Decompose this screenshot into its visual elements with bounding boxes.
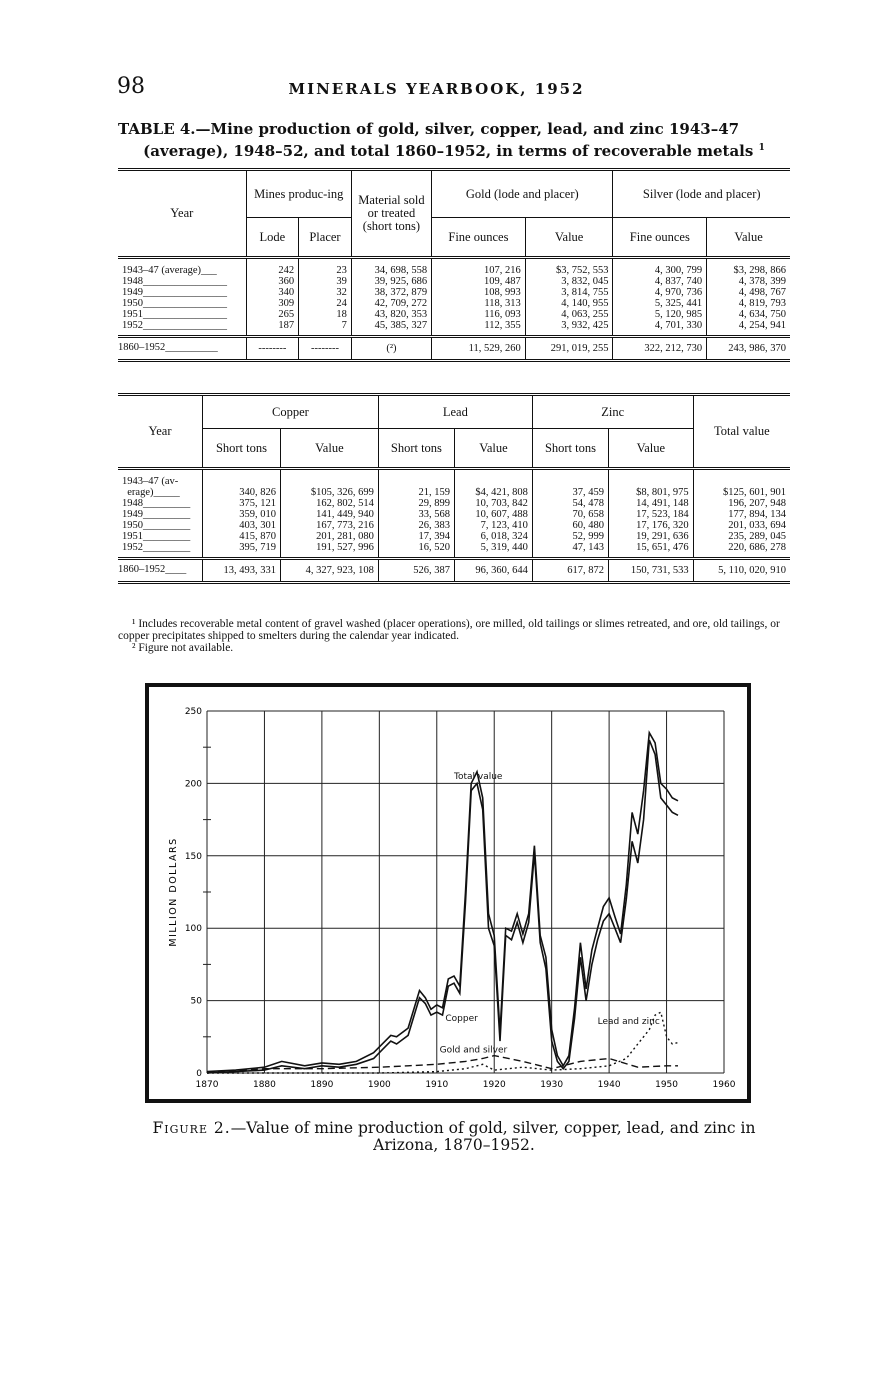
- col-header-lead: Lead: [378, 395, 532, 429]
- cell-silver-value: 4, 378, 399: [707, 276, 790, 287]
- cell-material: (²): [351, 337, 431, 361]
- cell-placer: 7: [299, 320, 352, 337]
- annotation-gold-and-silver: Gold and silver: [439, 1045, 508, 1056]
- cell-lead-tons: 16, 520: [378, 542, 454, 559]
- table-row: [118, 520, 790, 531]
- cell-year: 1950________________: [122, 298, 227, 309]
- annotation-lead-and-zinc: Lead and zinc: [597, 1016, 660, 1027]
- x-tick-label: 1960: [712, 1080, 736, 1090]
- footnote-1: ¹ Includes recoverable metal content of gravel washed (placer operations), ore milled, old tailings or slimes retreated, and ore, old tailings, or copper precipitates shipped to smelters during the calendar year indicated.: [118, 618, 780, 642]
- cell-placer: 18: [299, 309, 352, 320]
- col-header-year: Year: [148, 424, 172, 438]
- cell-year: 1860–1952__________: [118, 342, 218, 353]
- cell-gold-oz: 116, 093: [432, 309, 526, 320]
- figure-caption-text: —Value of mine production of gold, silver, copper, lead, and zinc in Arizona, 1870–1952.: [230, 1119, 756, 1154]
- y-axis-label: MILLION DOLLARS: [168, 837, 179, 947]
- cell-gold-oz: 112, 355: [432, 320, 526, 337]
- table-caption: [118, 120, 790, 161]
- col-header-gold: Gold (lode and placer): [432, 170, 613, 218]
- col-header-zinc-value: Value: [609, 429, 694, 469]
- cell-lode: 360: [246, 276, 299, 287]
- col-header-gold-value: Value: [525, 218, 613, 258]
- cell-gold-oz: 108, 993: [432, 287, 526, 298]
- x-tick-label: 1920: [482, 1080, 506, 1090]
- running-head: MINERALS YEARBOOK, 1952: [288, 80, 585, 98]
- col-header-zinc: Zinc: [532, 395, 693, 429]
- cell-copper-tons: 403, 301: [203, 520, 281, 531]
- cell-silver-oz: 5, 325, 441: [613, 298, 707, 309]
- cell-year: 1951________________: [122, 309, 227, 320]
- figure-caption-label: Figure 2.: [152, 1119, 231, 1137]
- cell-copper-tons: 359, 010: [203, 509, 281, 520]
- table-gold-silver: [118, 168, 790, 362]
- annotation-copper: Copper: [445, 1013, 478, 1024]
- table-caption-line1: TABLE 4.—Mine production of gold, silver, copper, lead, and zinc 1943–47: [118, 120, 740, 138]
- cell-total-value: 5, 110, 020, 910: [693, 559, 790, 583]
- x-tick-label: 1900: [367, 1080, 391, 1090]
- col-header-material: Material sold or treated (short tons): [351, 170, 431, 258]
- cell-copper-value: 201, 281, 080: [280, 531, 378, 542]
- cell-placer: 23: [299, 258, 352, 277]
- cell-year: 1949________________: [122, 287, 227, 298]
- cell-zinc-value: 17, 176, 320: [609, 520, 694, 531]
- cell-gold-value: 3, 814, 755: [525, 287, 613, 298]
- cell-zinc-tons: 54, 478: [532, 498, 608, 509]
- col-header-lode: Lode: [246, 218, 299, 258]
- cell-lode: 309: [246, 298, 299, 309]
- cell-lead-value: $4, 421, 808: [454, 487, 532, 498]
- cell-gold-value: 4, 140, 955: [525, 298, 613, 309]
- cell-material: 34, 698, 558: [351, 258, 431, 277]
- table-row: [118, 498, 790, 509]
- figure-caption: [118, 1120, 790, 1154]
- cell-silver-oz: 4, 837, 740: [613, 276, 707, 287]
- cell-gold-oz: 107, 216: [432, 258, 526, 277]
- cell-silver-oz: 4, 300, 799: [613, 258, 707, 277]
- cell-gold-value: 3, 832, 045: [525, 276, 613, 287]
- cell-lead-value: 7, 123, 410: [454, 520, 532, 531]
- cell-year: 1952________________: [122, 320, 227, 331]
- table-row: [118, 531, 790, 542]
- table-row: [118, 542, 790, 559]
- cell-silver-value: 4, 634, 750: [707, 309, 790, 320]
- cell-copper-tons: 13, 493, 331: [203, 559, 281, 583]
- cell-placer: --------: [299, 337, 352, 361]
- cell-lode: 340: [246, 287, 299, 298]
- cell-year: 1948_________: [122, 498, 191, 509]
- table-row: [118, 298, 790, 309]
- cell-lode: --------: [246, 337, 299, 361]
- cell-lead-tons: [378, 469, 454, 488]
- table-copper-lead-zinc: [118, 393, 790, 584]
- cell-year: 1950_________: [122, 520, 191, 531]
- col-header-copper-tons: Short tons: [203, 429, 281, 469]
- cell-copper-value: $105, 326, 699: [280, 487, 378, 498]
- x-tick-label: 1940: [597, 1080, 621, 1090]
- cell-year: erage)_____: [122, 487, 180, 498]
- table-row: [118, 258, 790, 277]
- page-number: 98: [117, 74, 145, 99]
- cell-lead-tons: 33, 568: [378, 509, 454, 520]
- cell-material: 39, 925, 686: [351, 276, 431, 287]
- cell-lead-tons: 17, 394: [378, 531, 454, 542]
- cell-zinc-tons: [532, 469, 608, 488]
- cell-year: 1943–47 (av-: [122, 476, 179, 487]
- footnotes: [118, 618, 790, 654]
- col-header-year: Year: [170, 206, 194, 220]
- cell-material: 42, 709, 272: [351, 298, 431, 309]
- col-header-lead-tons: Short tons: [378, 429, 454, 469]
- cell-lead-value: 10, 703, 842: [454, 498, 532, 509]
- cell-zinc-tons: 52, 999: [532, 531, 608, 542]
- cell-total-value: 235, 289, 045: [693, 531, 790, 542]
- col-header-silver-oz: Fine ounces: [613, 218, 707, 258]
- cell-zinc-value: 14, 491, 148: [609, 498, 694, 509]
- cell-silver-oz: 322, 212, 730: [613, 337, 707, 361]
- x-tick-label: 1870: [195, 1080, 219, 1090]
- cell-year: 1951_________: [122, 531, 191, 542]
- cell-copper-tons: 375, 121: [203, 498, 281, 509]
- cell-zinc-value: 17, 523, 184: [609, 509, 694, 520]
- cell-total-value: 196, 207, 948: [693, 498, 790, 509]
- chart: [149, 687, 747, 1099]
- cell-copper-value: 141, 449, 940: [280, 509, 378, 520]
- cell-gold-oz: 109, 487: [432, 276, 526, 287]
- cell-lead-tons: 21, 159: [378, 487, 454, 498]
- cell-copper-tons: 415, 870: [203, 531, 281, 542]
- cell-copper-value: [280, 469, 378, 488]
- cell-zinc-tons: 617, 872: [532, 559, 608, 583]
- cell-gold-oz: 11, 529, 260: [432, 337, 526, 361]
- table-row: [118, 469, 790, 488]
- cell-placer: 24: [299, 298, 352, 309]
- cell-lead-value: 6, 018, 324: [454, 531, 532, 542]
- cell-placer: 39: [299, 276, 352, 287]
- cell-copper-value: 4, 327, 923, 108: [280, 559, 378, 583]
- cell-lead-value: [454, 469, 532, 488]
- col-header-mines: Mines produc-ing: [246, 170, 351, 218]
- table-row: [118, 287, 790, 298]
- cell-lode: 242: [246, 258, 299, 277]
- col-header-gold-oz: Fine ounces: [432, 218, 526, 258]
- cell-zinc-tons: 37, 459: [532, 487, 608, 498]
- cell-zinc-tons: 70, 658: [532, 509, 608, 520]
- x-tick-label: 1910: [425, 1080, 449, 1090]
- table-row-total: [118, 337, 790, 361]
- col-header-silver: Silver (lode and placer): [613, 170, 790, 218]
- cell-lead-value: 96, 360, 644: [454, 559, 532, 583]
- cell-total-value: [693, 469, 790, 488]
- cell-gold-oz: 118, 313: [432, 298, 526, 309]
- x-tick-label: 1950: [655, 1080, 679, 1090]
- cell-silver-oz: 4, 701, 330: [613, 320, 707, 337]
- cell-total-value: 177, 894, 134: [693, 509, 790, 520]
- table-row-total: [118, 559, 790, 583]
- cell-silver-oz: 4, 970, 736: [613, 287, 707, 298]
- table-caption-line2: (average), 1948–52, and total 1860–1952, in terms of recoverable metals: [143, 142, 754, 160]
- cell-copper-value: 167, 773, 216: [280, 520, 378, 531]
- cell-copper-value: 162, 802, 514: [280, 498, 378, 509]
- cell-lode: 265: [246, 309, 299, 320]
- cell-silver-value: 243, 986, 370: [707, 337, 790, 361]
- col-header-zinc-tons: Short tons: [532, 429, 608, 469]
- cell-copper-tons: 395, 719: [203, 542, 281, 559]
- cell-silver-value: $3, 298, 866: [707, 258, 790, 277]
- annotation-total-value: Total value: [454, 772, 503, 783]
- cell-year: 1949_________: [122, 509, 191, 520]
- cell-year: 1952_________: [122, 542, 191, 553]
- footnote-2: ² Figure not available.: [132, 642, 234, 654]
- col-header-lead-value: Value: [454, 429, 532, 469]
- cell-silver-value: 4, 819, 793: [707, 298, 790, 309]
- cell-zinc-value: 19, 291, 636: [609, 531, 694, 542]
- cell-year: 1948________________: [122, 276, 227, 287]
- table-row: [118, 487, 790, 498]
- cell-year: 1860–1952____: [118, 564, 187, 575]
- y-tick-label: 50: [190, 996, 202, 1007]
- cell-gold-value: 4, 063, 255: [525, 309, 613, 320]
- cell-material: 38, 372, 879: [351, 287, 431, 298]
- table-row: [118, 320, 790, 337]
- cell-copper-tons: [203, 469, 281, 488]
- cell-material: 43, 820, 353: [351, 309, 431, 320]
- cell-zinc-value: $8, 801, 975: [609, 487, 694, 498]
- col-header-total: Total value: [693, 395, 790, 469]
- x-tick-label: 1930: [540, 1080, 564, 1090]
- y-tick-label: 150: [184, 851, 202, 862]
- cell-lead-value: 5, 319, 440: [454, 542, 532, 559]
- cell-zinc-value: 15, 651, 476: [609, 542, 694, 559]
- table-row: [118, 509, 790, 520]
- cell-lode: 187: [246, 320, 299, 337]
- cell-zinc-tons: 60, 480: [532, 520, 608, 531]
- table-row: [118, 276, 790, 287]
- cell-gold-value: 3, 932, 425: [525, 320, 613, 337]
- cell-lead-tons: 526, 387: [378, 559, 454, 583]
- x-tick-label: 1880: [252, 1080, 276, 1090]
- y-tick-label: 250: [184, 707, 202, 717]
- cell-lead-value: 10, 607, 488: [454, 509, 532, 520]
- col-header-copper-value: Value: [280, 429, 378, 469]
- cell-copper-tons: 340, 826: [203, 487, 281, 498]
- cell-silver-value: 4, 498, 767: [707, 287, 790, 298]
- y-tick-label: 200: [184, 779, 202, 790]
- cell-placer: 32: [299, 287, 352, 298]
- cell-total-value: $125, 601, 901: [693, 487, 790, 498]
- cell-year: 1943–47 (average)___: [122, 265, 217, 276]
- cell-material: 45, 385, 327: [351, 320, 431, 337]
- col-header-silver-value: Value: [707, 218, 790, 258]
- cell-gold-value: $3, 752, 553: [525, 258, 613, 277]
- cell-zinc-value: 150, 731, 533: [609, 559, 694, 583]
- col-header-copper: Copper: [203, 395, 379, 429]
- figure-frame: [145, 683, 751, 1103]
- cell-total-value: 220, 686, 278: [693, 542, 790, 559]
- cell-zinc-value: [609, 469, 694, 488]
- table-row: [118, 309, 790, 320]
- x-tick-label: 1890: [310, 1080, 334, 1090]
- col-header-placer: Placer: [299, 218, 352, 258]
- cell-total-value: 201, 033, 694: [693, 520, 790, 531]
- cell-lead-tons: 29, 899: [378, 498, 454, 509]
- cell-silver-oz: 5, 120, 985: [613, 309, 707, 320]
- cell-zinc-tons: 47, 143: [532, 542, 608, 559]
- cell-silver-value: 4, 254, 941: [707, 320, 790, 337]
- table-caption-note: 1: [758, 143, 765, 153]
- cell-copper-value: 191, 527, 996: [280, 542, 378, 559]
- cell-lead-tons: 26, 383: [378, 520, 454, 531]
- y-tick-label: 0: [196, 1069, 202, 1079]
- y-tick-label: 100: [184, 924, 202, 935]
- cell-gold-value: 291, 019, 255: [525, 337, 613, 361]
